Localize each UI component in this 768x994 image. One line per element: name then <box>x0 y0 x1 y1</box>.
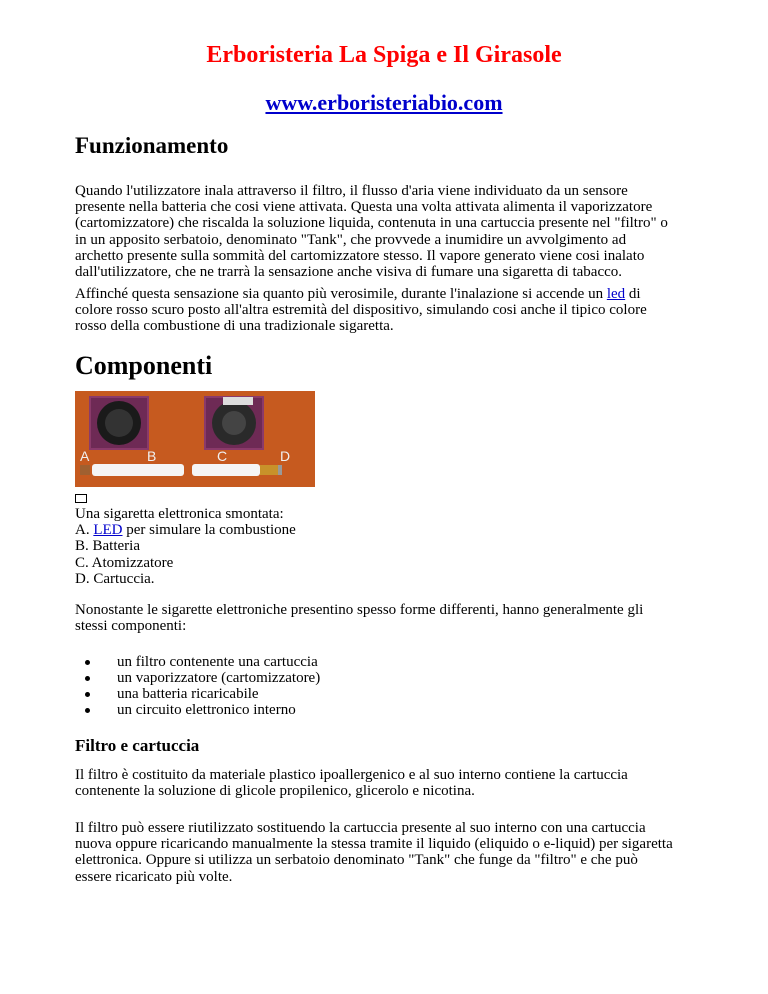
text-line: stessi componenti: <box>75 618 187 635</box>
text-segment: Affinché questa sensazione sia quanto più verosimile, durante l'inalazione si accende un <box>75 286 607 302</box>
text-line: Quando l'utilizzatore inala attraverso il filtro, il flusso d'aria viene individuato da un sensore <box>75 183 628 199</box>
led-caption-link[interactable]: LED <box>93 522 123 539</box>
text-line: nuova oppure ricaricando manualmente la stessa tramite il liquido (eliquido o e-liquid) per sigaretta <box>75 836 673 853</box>
list-item: una batteria ricaricabile <box>75 686 320 702</box>
zoom-inset-left <box>90 397 148 449</box>
list-item: un vaporizzatore (cartomizzatore) <box>75 670 320 686</box>
text-line: Il filtro è costituito da materiale plastico ipoallergenico e al suo interno contiene la cartuccia <box>75 767 628 783</box>
caption-enlarge-icon[interactable] <box>75 494 87 503</box>
list-item: un filtro contenente una cartuccia <box>75 654 320 670</box>
text-line: Nonostante le sigarette elettroniche presentino spesso forme differenti, hanno generalmente gli <box>75 602 644 618</box>
led-link[interactable]: led <box>606 286 626 302</box>
heading-componenti: Componenti <box>75 351 213 380</box>
text-line: dall'utilizzatore, che ne trarrà la sensazione anche visiva di fumare una sigaretta di tabacco. <box>75 264 623 281</box>
caption-line: C. Atomizzatore <box>75 554 174 571</box>
caption-line: Una sigaretta elettronica smontata: <box>75 506 284 522</box>
text-line: (cartomizzatore) che riscalda la soluzione liquida, contenuta in una cartuccia presente nel "filtro" o <box>75 215 668 232</box>
list-item: un circuito elettronico interno <box>75 702 320 718</box>
caption-line: per simulare la combustione <box>122 522 296 539</box>
text-line: rosso della combustione di una tradizionale sigaretta. <box>75 318 394 335</box>
text-line: essere ricaricato più volte. <box>75 868 233 885</box>
zoom-inset-right <box>205 397 263 449</box>
e-cigarette-illustration <box>75 391 315 487</box>
text-segment: di <box>625 286 641 302</box>
caption-line: A. <box>75 522 94 539</box>
text-line: elettronica. Oppure si utilizza un serbatoio denominato "Tank" che funge da "filtro" e che può <box>75 852 638 869</box>
text-line: in un apposito serbatoio, denominato "Tank", che provvede a inumidire un avvolgimento ad <box>75 231 627 248</box>
image-caption <box>75 506 296 587</box>
paragraph-funzionamento <box>75 183 700 280</box>
heading-filtro-cartuccia: Filtro e cartuccia <box>75 736 200 755</box>
text-line: presente nella batteria che cosi viene attivata. Questa una volta attivata alimenta il vaporizzatore <box>75 199 653 216</box>
heading-funzionamento: Funzionamento <box>75 133 229 158</box>
components-list <box>75 654 320 718</box>
paragraph-filtro <box>75 767 700 799</box>
photo-label-c: C <box>217 448 228 464</box>
photo-label-d: D <box>280 448 291 464</box>
text-line: colore rosso scuro posto all'altra estremità del dispositivo, simulando cosi anche il tipico colore <box>75 302 647 319</box>
e-cigarette-photo <box>75 391 315 487</box>
text-line: archetto presente sulla sommità del cartomizzatore stesso. Il vapore generato viene cosi inalato <box>75 247 645 264</box>
text-line: contenente la soluzione di glicole propilenico, glicerolo e nicotina. <box>75 783 475 800</box>
paragraph-componenti <box>75 602 700 634</box>
e-cigarette-body <box>80 464 282 476</box>
text-line: Il filtro può essere riutilizzato sostituendo la cartuccia presente al suo interno con una cartuccia <box>75 820 646 836</box>
paragraph-led <box>75 286 700 335</box>
site-title: Erboristeria La Spiga e Il Girasole <box>206 42 562 68</box>
site-link[interactable]: www.erboristeriabio.com <box>265 90 503 115</box>
caption-line: B. Batteria <box>75 538 140 555</box>
photo-label-b: B <box>147 448 157 464</box>
paragraph-filtro-riutilizzo <box>75 820 700 885</box>
photo-label-a: A <box>80 448 90 464</box>
caption-line: D. Cartuccia. <box>75 570 155 587</box>
